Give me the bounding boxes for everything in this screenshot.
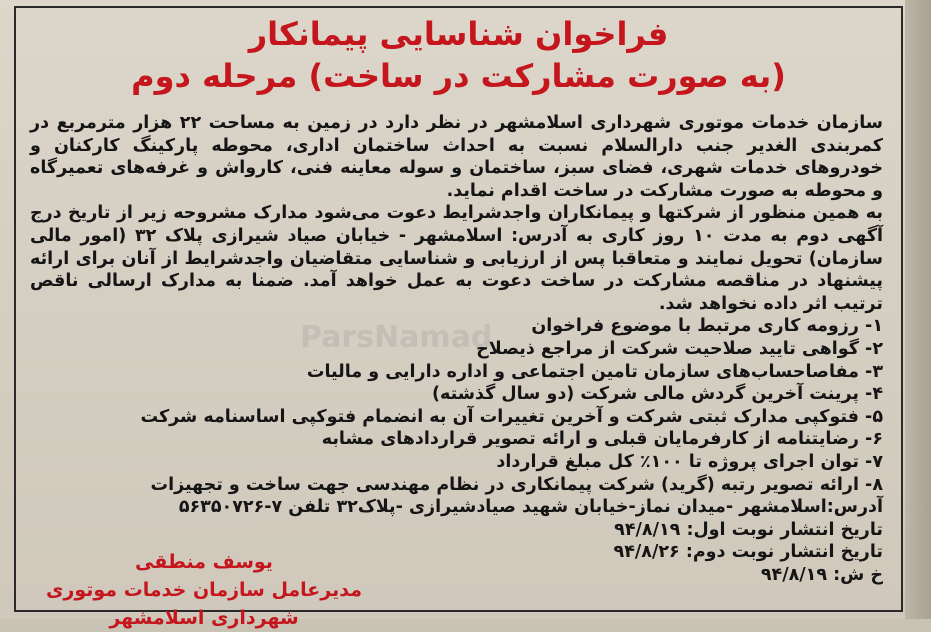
requirement-item: ۵- فتوکپی مدارک ثبتی شرکت و آخرین تغییرات آن به انضمام فتوکپی اساسنامه شرکت [140, 406, 883, 427]
ad-title: فراخوان شناسایی پیمانکار [248, 15, 669, 53]
signatory-role: مدیرعامل سازمان خدمات موتوری شهرداری اسلامشهر [46, 579, 362, 629]
publish-date-first: تاریخ انتشار نوبت اول: ۹۴/۸/۱۹ [614, 519, 883, 540]
ad-body [30, 112, 883, 586]
requirement-item: ۳- مفاصاحساب‌های سازمان تامین اجتماعی و اداره دارایی و مالیات [306, 361, 883, 382]
requirement-item: ۸- ارائه تصویر رتبه (گرید) شرکت پیمانکاری در نظام مهندسی جهت ساخت و تجهیزات [150, 474, 883, 495]
address-line: آدرس:اسلامشهر -میدان نماز-خیابان شهید صیادشیرازی -پلاک۳۲ تلفن ۷-۵۶۳۵۰۷۲۶ [178, 497, 883, 518]
ad-subtitle: (به صورت مشارکت در ساخت) مرحله دوم [131, 57, 786, 95]
kh-sh-code: خ ش: ۹۴/۸/۱۹ [760, 564, 883, 585]
signature-block [34, 548, 374, 632]
signatory-name: یوسف منطقی [135, 551, 273, 573]
requirements-list [30, 315, 883, 496]
requirement-item: ۴- پرینت آخرین گردش مالی شرکت (دو سال گذشته) [432, 384, 883, 405]
watermark-logo: ParsNamad [300, 320, 493, 355]
page-edge [905, 0, 931, 619]
requirement-item: ۲- گواهی تایید صلاحیت شرکت از مراجع ذیصلاح [476, 338, 883, 359]
advertisement-frame [14, 6, 903, 629]
requirement-item: ۷- توان اجرای پروژه تا ۱۰۰٪ کل مبلغ قرارداد [496, 451, 883, 472]
publish-date-second: تاریخ انتشار نوبت دوم: ۹۴/۸/۲۶ [613, 542, 883, 563]
intro-paragraph: سازمان خدمات موتوری شهرداری اسلامشهر در نظر دارد در زمین به مساحت ۲۲ هزار مترمربع در کمربندی الغدیر جنب دارالسلام نسبت به احداث ساختمان اداری، محوطه پارکینگ کارکنان و خودروهای خدمات شهری، فضای سبز، ساختمان و سوله معاینه فنی، کارواش و غرفه‌های تعمیرگاه و محوطه به صورت مشارکت در ساخت اقدام نماید. [30, 113, 883, 201]
requirement-item: ۱- رزومه کاری مرتبط با موضوع فراخوان [531, 316, 883, 337]
invitation-paragraph: به همین منظور از شرکتها و پیمانکاران واجدشرایط دعوت می‌شود مدارک مشروحه زیر از تاریخ درج آگهی دوم به مدت ۱۰ روز کاری به آدرس: اسلامشهر - خیابان صیاد شیرازی پلاک ۳۲ (امور مالی سازمان) تحویل نمایند و متعاقبا پس از ارزیابی و شناسایی متقاضیان واجدشرایط از آنان برای ارائه پیشنهاد در مناقصه مشارکت در ساخت دعوت به عمل خواهد آمد. ضمنا به مدارک ارسالی ناقص ترتیب اثر داده نخواهد شد. [30, 203, 883, 314]
requirement-item: ۶- رضایتنامه از کارفرمایان قبلی و ارائه تصویر قراردادهای مشابه [321, 429, 883, 450]
